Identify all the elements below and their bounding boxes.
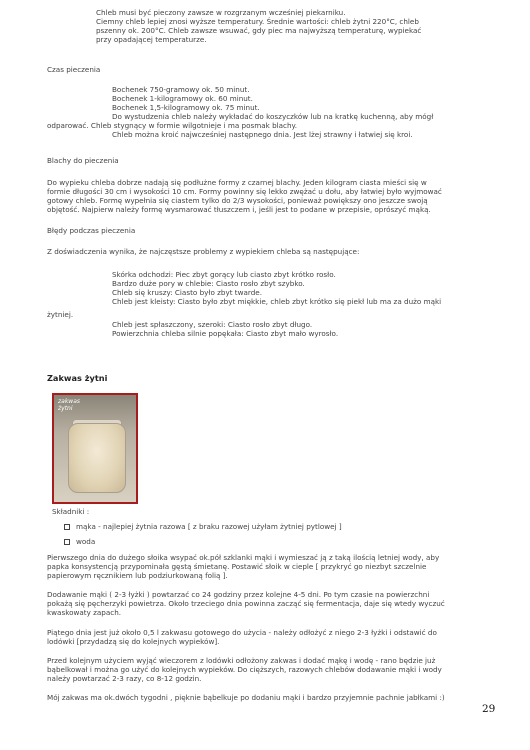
list-item: Chleb jest spłaszczony, szeroki: Ciasto rosło zbyt długo. (112, 320, 313, 329)
text-line: objętość. Najpierw należy formę wysmarować tłuszczem i, jeśli jest to podane w przepisie, oprószyć mąką. (47, 205, 431, 214)
section-heading-bledy: Błędy podczas pieczenia (47, 226, 136, 235)
section-heading-czas: Czas pieczenia (47, 65, 101, 74)
text-line: Do wystudzenia chleb należy wykładać do koszyczków lub na kratkę kuchenną, aby mógł (112, 112, 434, 121)
text-line: przy opadającej temperaturze. (96, 35, 207, 44)
text-line: papierowym ręcznikiem lub podziurkowaną folią ]. (47, 571, 228, 580)
text-line: Z doświadczenia wynika, że najczęstsze problemy z wypiekiem chleba są następujące: (47, 247, 360, 256)
text-line: Bochenek 750-gramowy ok. 50 minut. (112, 85, 250, 94)
text-line: Pierwszego dnia do dużego słoika wsypać ok.pół szklanki mąki i wymieszać ją z taką ilością letniej wody, aby (47, 553, 440, 562)
text-line: lodówki [przydadzą się do kolejnych wypieków]. (47, 637, 220, 646)
text-line: papka konsystencją przypominała gęstą śmietanę. Postawić słoik w cieple [ przykryć go niezbyt szczelnie (47, 562, 427, 571)
text-line: Przed kolejnym użyciem wyjąć wieczorem z lodówki odłożony zakwas i dodać mąkę i wodę - rano będzie już (47, 656, 436, 665)
text-line: pszenny ok. 200°C. Chleb zawsze wsuwać, gdy piec ma najwyższą temperaturę, wypiekać (96, 26, 422, 35)
ingredient-item: mąka - najlepiej żytnia razowa [ z braku razowej użyłam żytniej pytlowej ] (64, 522, 342, 531)
text-line: żytniej. (47, 310, 74, 319)
text-line: Bochenek 1,5-kilogramowy ok. 75 minut. (112, 103, 260, 112)
text-line: należy powtarzać 2-3 razy, co 8-12 godzin. (47, 674, 202, 683)
sourdough-jar-photo (52, 393, 138, 504)
list-item: Skórka odchodzi: Piec zbyt gorący lub ciasto zbyt krótko rosło. (112, 270, 336, 279)
checkbox-icon (64, 539, 70, 545)
text-line: Chleb musi być pieczony zawsze w rozgrzanym wcześniej piekarniku. (96, 8, 346, 17)
text-line: Dodawanie mąki ( 2-3 łyżki ) powtarzać co 24 godziny przez kolejne 4-5 dni. Po tym czasie na powierzchni (47, 590, 430, 599)
text-line: formie długości 30 cm i wysokości 10 cm. Formy powinny się lekko zwężać u dołu, aby łatwiej było wyjmować (47, 187, 442, 196)
list-item: Bardzo duże pory w chlebie: Ciasto rosło zbyt szybko. (112, 279, 305, 288)
page-number: 29 (482, 703, 496, 715)
text-line: Piątego dnia jest już około 0,5 l zakwasu gotowego do użycia - należy odłożyć z niego 2-3 łyżki i odstawić do (47, 628, 437, 637)
text-line: Chleb można kroić najwcześniej następnego dnia. Jest lżej strawny i łatwiej się kroi. (112, 130, 413, 139)
text-line: Bochenek 1-kilogramowy ok. 60 minut. (112, 94, 253, 103)
text-line: bąbelkował i można go użyć do kolejnych wypieków. Do cięższych, razowych chlebów dodawanie mąki i wody (47, 665, 442, 674)
text-line: Mój zakwas ma ok.dwóch tygodni , pięknie bąbelkuje po dodaniu mąki i bardzo przyjemnie pachnie jabłkami :) (47, 693, 445, 702)
list-item: Powierzchnia chleba silnie popękała: Ciasto zbyt mało wyrosło. (112, 329, 339, 338)
list-item: Chleb się kruszy: Ciasto było zbyt twarde. (112, 288, 263, 297)
ingredients-heading: Składniki : (52, 507, 90, 516)
section-heading-blachy: Blachy do pieczenia (47, 156, 119, 165)
section-heading-zakwas: Zakwas żytni (47, 373, 108, 383)
list-item: Chleb jest kleisty: Ciasto było zbyt miękkie, chleb zbyt krótko się piekł lub ma za dużo mąki (112, 297, 442, 306)
ingredient-item: woda (64, 537, 95, 546)
text-line: pokażą się pęcherzyki powietrza. Około trzeciego dnia powinna zacząć się fermentacja, daje się wtedy wyczuć (47, 599, 445, 608)
text-line: kwaskowaty zapach. (47, 608, 122, 617)
photo-caption: zakwas żytni (58, 398, 81, 412)
checkbox-icon (64, 524, 70, 530)
text-line: Do wypieku chleba dobrze nadają się podłużne formy z czarnej blachy. Jeden kilogram ciasta mieści się w (47, 178, 427, 187)
text-line: Ciemny chleb lepiej znosi wyższe temperatury. Średnie wartości: chleb żytni 220°C, chleb (96, 17, 419, 26)
text-line: odparować. Chleb stygnący w formie wilgotnieje i ma posmak blachy. (47, 121, 298, 130)
text-line: gotowy chleb. Formę wypełnia się ciastem tylko do 2/3 wysokości, ponieważ powiększy ono jeszcze swoją (47, 196, 428, 205)
